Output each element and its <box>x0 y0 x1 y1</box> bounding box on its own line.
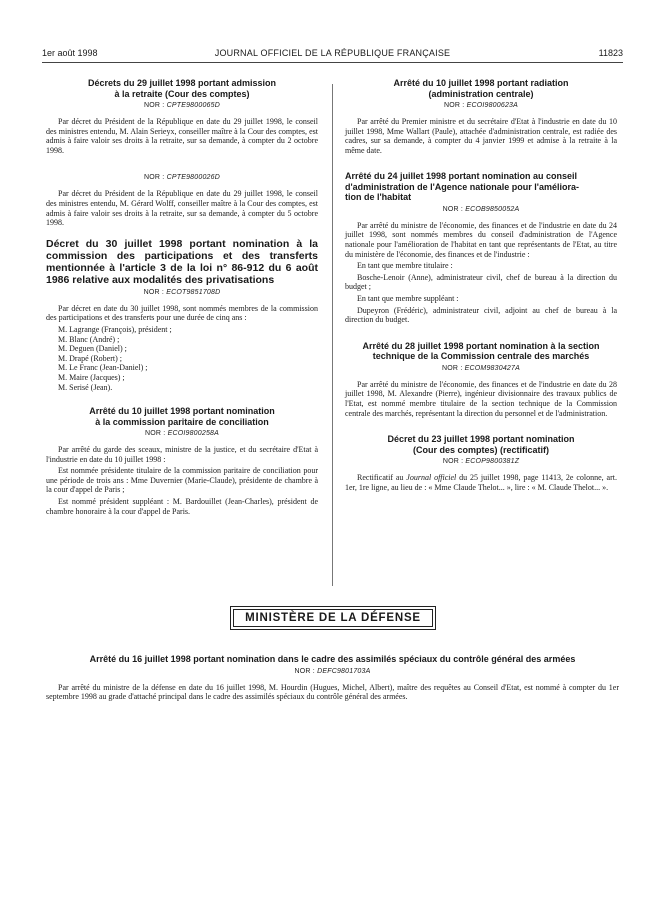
paragraph: Par décret en date du 30 juillet 1998, sont nommés membres de la commission des participations et des transferts pour une durée de cinq ans : <box>46 303 318 323</box>
nor-code: ECOI9800258A <box>167 430 220 438</box>
section-title <box>345 434 617 455</box>
paragraph: Est nommée présidente titulaire de la commission paritaire de conciliation pour une période de trois ans : Mme Duvernier (Marie-Claude), présidente de chambre à la cour d'appel de Paris ; <box>46 466 318 495</box>
section-title: Décret du 30 juillet 1998 portant nomination à la commission des participations et des transferts mentionnée à l'article 3 de la loi n° 86-912 du 6 août 1986 relative aux modalités des privatisations <box>46 237 318 286</box>
section-anah <box>345 171 617 324</box>
section-title: Arrêté du 16 juillet 1998 portant nomination dans le cadre des assimilés spéciaux du contrôle général des armées <box>89 654 576 664</box>
section-title <box>345 78 617 99</box>
journal-reference: Journal officiel <box>406 473 457 483</box>
spacer <box>46 392 318 406</box>
spacer <box>345 327 617 341</box>
title-line: Arrêté du 10 juillet 1998 portant nomination <box>89 406 275 417</box>
section-retraite-cour-des-comptes <box>46 78 318 228</box>
nor-reference <box>345 102 617 109</box>
section-title <box>345 341 617 362</box>
page-header <box>42 48 623 62</box>
nor-reference <box>46 430 318 437</box>
nor-code: ECOB9850052A <box>465 205 520 213</box>
nor-reference <box>46 102 318 109</box>
nor-reference <box>46 668 619 675</box>
page-number: 11823 <box>598 48 623 58</box>
paragraph: Par décret du Président de la République en date du 29 juillet 1998, le conseil des ministres entendu, M. Gérard Wolff, conseiller maître à la Cour des comptes, est admis à faire valoir ses droits à la retraite, sur sa demande, à compter du 5 octobre 1998. <box>46 189 318 228</box>
section-commission-participations <box>46 238 318 392</box>
title-line: à la commission paritaire de conciliation <box>95 416 269 427</box>
paragraph: Est nommé président suppléant : M. Bardouillet (Jean-Charles), président de chambre honoraire à la cour d'appel de Paris. <box>46 497 318 516</box>
member-item: M. Le Franc (Jean-Daniel) ; <box>58 363 148 373</box>
title-line: tion de l'habitat <box>345 192 412 203</box>
nor-code: CPTE9800026D <box>166 174 220 182</box>
title-line: d'administration de l'Agence nationale pour l'améliora- <box>345 181 579 192</box>
ministry-heading <box>230 606 436 630</box>
nor-code: ECOP9800381Z <box>465 458 520 466</box>
paragraph: Par arrêté du ministre de la défense en date du 16 juillet 1998, M. Hourdin (Hugues, Michel, Albert), maître des requêtes au Conseil d'Etat, est nommé à compter du 1er septembre 1998 au grade d'attaché principal dans le cadre des assimilés spéciaux du contrôle général des armées. <box>46 682 619 702</box>
column-divider <box>332 84 333 586</box>
paragraph: Par décret du Président de la République en date du 29 juillet 1998, le conseil des ministres entendu, M. Alain Serieyx, conseiller maître à la Cour des comptes, est admis à faire valoir ses droits à la retraite, sur sa demande, à compter du 2 octobre 1998. <box>46 117 318 155</box>
spacer <box>46 230 318 238</box>
nor-reference <box>345 206 617 213</box>
nor-label: NOR : <box>442 205 464 213</box>
spacer <box>345 420 617 434</box>
nor-code: ECOT9851708D <box>166 288 221 296</box>
section-title <box>46 78 318 99</box>
title-line: technique de la Commission centrale des marchés <box>372 351 590 362</box>
left-column <box>46 78 318 518</box>
nor-code: ECOM9830427A <box>464 364 520 372</box>
right-column <box>345 78 617 494</box>
nor-label: NOR : <box>144 430 166 438</box>
issue-date: 1er août 1998 <box>42 48 98 58</box>
paragraph: Par arrêté du garde des sceaux, ministre de la justice, et du secrétaire d'Etat à l'industrie en date du 10 juillet 1998 : <box>46 445 318 464</box>
paragraph: En tant que membre titulaire : <box>357 261 453 271</box>
title-line: Décrets du 29 juillet 1998 portant admission <box>87 78 277 88</box>
member-item: M. Serisé (Jean). <box>58 382 113 392</box>
nor-label: NOR : <box>143 288 165 296</box>
section-title <box>46 406 318 427</box>
paragraph: En tant que membre suppléant : <box>357 294 459 304</box>
paragraph: Par arrêté du ministre de l'économie, des finances et de l'industrie en date du 28 juillet 1998, M. Alexandre (Pierre), ingénieur divisionnaire des travaux publics de l'Etat, est nommé membre titulaire de la section technique de la Commission centrale des marchés, représentant la direction du personnel et de l'administration. <box>345 379 617 418</box>
title-line: Arrêté du 28 juillet 1998 portant nomination à la section <box>362 340 600 351</box>
section-radiation <box>345 78 617 155</box>
nor-code: DEFC9801703A <box>317 667 371 675</box>
paragraph: Par arrêté du ministre de l'économie, des finances et de l'industrie en date du 24 juillet 1998, sont nommés membres du conseil d'administration de l'Agence nationale pour l'amélioration de l'habitat en tant que représentants de l'Etat, au titre du ministère de l'économie, des finances et de l'industrie : <box>345 220 617 259</box>
paragraph <box>345 473 617 492</box>
title-line: à la retraite (Cour des comptes) <box>114 88 250 99</box>
nor-label: NOR : <box>442 364 463 372</box>
nor-code: CPTE9800065D <box>166 102 220 109</box>
text-run: du 25 juillet 1998, page 11413, 2e colonne, art. 1er, 1re ligne, au lieu de : « Mme Claude Thelot... », lire : « M. Claude Thelot... ». <box>345 473 617 492</box>
nor-reference <box>345 365 617 372</box>
journal-title: JOURNAL OFFICIEL DE LA RÉPUBLIQUE FRANÇAISE <box>214 48 451 58</box>
nor-label: NOR : <box>144 174 165 182</box>
paragraph: Par arrêté du Premier ministre et du secrétaire d'Etat à l'industrie en date du 10 juillet 1998, Mme Wallart (Paule), attachée d'administration centrale, est radiée des cadres, sur sa demande, à compter du 4 janvier 1999 et admise à la retraite à la même date. <box>345 117 617 155</box>
title-line: (administration centrale) <box>428 88 534 99</box>
section-controle-general-armees <box>46 654 619 704</box>
title-line: Arrêté du 10 juillet 1998 portant radiation <box>393 78 569 88</box>
paragraph: Bosche-Lenoir (Anne), administrateur civil, chef de bureau à la direction du budget ; <box>345 272 617 292</box>
member-item: M. Lagrange (François), président ; <box>58 324 172 334</box>
section-title <box>345 171 617 203</box>
nor-label: NOR : <box>443 102 465 109</box>
title-line: Arrêté du 24 juillet 1998 portant nomination au conseil <box>345 171 578 182</box>
nor-reference <box>345 458 617 465</box>
section-commission-marches <box>345 341 617 418</box>
member-item: M. Blanc (André) ; <box>58 334 120 344</box>
header-rule <box>42 62 623 63</box>
text-run: Rectificatif au <box>357 473 407 483</box>
ministry-label: MINISTÈRE DE LA DÉFENSE <box>245 612 421 624</box>
nor-label: NOR : <box>442 458 464 466</box>
nor-label: NOR : <box>144 102 165 109</box>
nor-reference <box>46 174 318 181</box>
section-commission-paritaire <box>46 406 318 516</box>
member-item: M. Deguen (Daniel) ; <box>58 344 127 354</box>
nor-reference <box>46 289 318 296</box>
nor-code: ECOI9800623A <box>466 102 519 109</box>
section-rectificatif <box>345 434 617 492</box>
title-line: (Cour des comptes) (rectificatif) <box>412 444 550 455</box>
spacer <box>46 157 318 171</box>
nor-label: NOR : <box>294 667 315 675</box>
title-line: Décret du 23 juillet 1998 portant nomination <box>387 434 575 445</box>
member-item: M. Maire (Jacques) ; <box>58 372 125 382</box>
member-item: M. Drapé (Robert) ; <box>58 353 122 363</box>
paragraph: Dupeyron (Frédéric), administrateur civil, adjoint au chef de bureau à la direction du budget. <box>345 305 617 325</box>
spacer <box>345 157 617 171</box>
